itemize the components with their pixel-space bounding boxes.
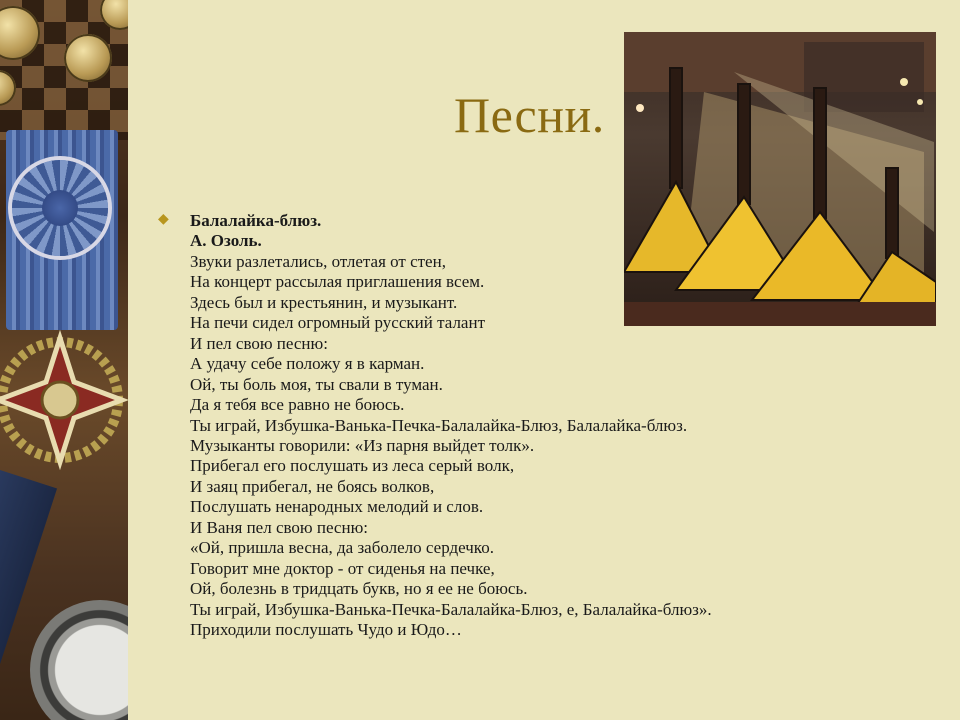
lyric-line: Звуки разлетались, отлетая от стен, <box>190 251 446 271</box>
lyric-line: А удачу себе положу я в карман. <box>190 354 425 374</box>
rosette-icon <box>12 160 108 256</box>
lyric-line: Здесь был и крестьянин, и музыкант. <box>190 292 458 312</box>
song-title: Балалайка-блюз. <box>190 211 322 230</box>
diamond-bullet-icon: ◆ <box>158 212 169 227</box>
lyric-line: И Ваня пел свою песню: <box>190 517 368 537</box>
lyric-line: Говорит мне доктор - от сиденья на печке, <box>190 558 495 578</box>
lyric-line: И заяц прибегал, не боясь волков, <box>190 476 435 496</box>
lyric-line: На печи сидел огромный русский талант <box>190 313 485 333</box>
lyric-line: На концерт рассылая приглашения всем. <box>190 272 485 292</box>
lyric-line: Прибегал его послушать из леса серый волк, <box>190 456 515 476</box>
lyrics-block <box>190 211 890 641</box>
lyric-line: Послушать ненародных мелодий и слов. <box>190 497 484 517</box>
lyric-line: Ой, болезнь в тридцать букв, но я ее не боюсь. <box>190 579 528 599</box>
compass-icon <box>30 600 128 720</box>
lyric-line: Музыканты говорили: «Из парня выйдет толк». <box>190 435 535 455</box>
lyric-line: «Ой, пришла весна, да заболело сердечко. <box>190 538 494 558</box>
lyric-line: Да я тебя все равно не боюсь. <box>190 395 405 415</box>
lyric-line: Ой, ты боль моя, ты свали в туман. <box>190 374 443 394</box>
lyric-line: И пел свою песню: <box>190 333 328 353</box>
medals-decor <box>0 0 128 720</box>
lyric-line: Ты играй, Избушка-Ванька-Печка-Балалайка-Блюз, е, Балалайка-блюз». <box>190 599 712 619</box>
lyric-line: Приходили послушать Чудо и Юдо… <box>190 620 462 640</box>
lyric-line: Ты играй, Избушка-Ванька-Печка-Балалайка-Блюз, Балалайка-блюз. <box>190 415 688 435</box>
coin-icon <box>64 34 112 82</box>
order-cross-icon <box>0 330 128 470</box>
song-author: А. Озоль. <box>190 231 262 251</box>
page-title: Песни. <box>454 87 605 143</box>
